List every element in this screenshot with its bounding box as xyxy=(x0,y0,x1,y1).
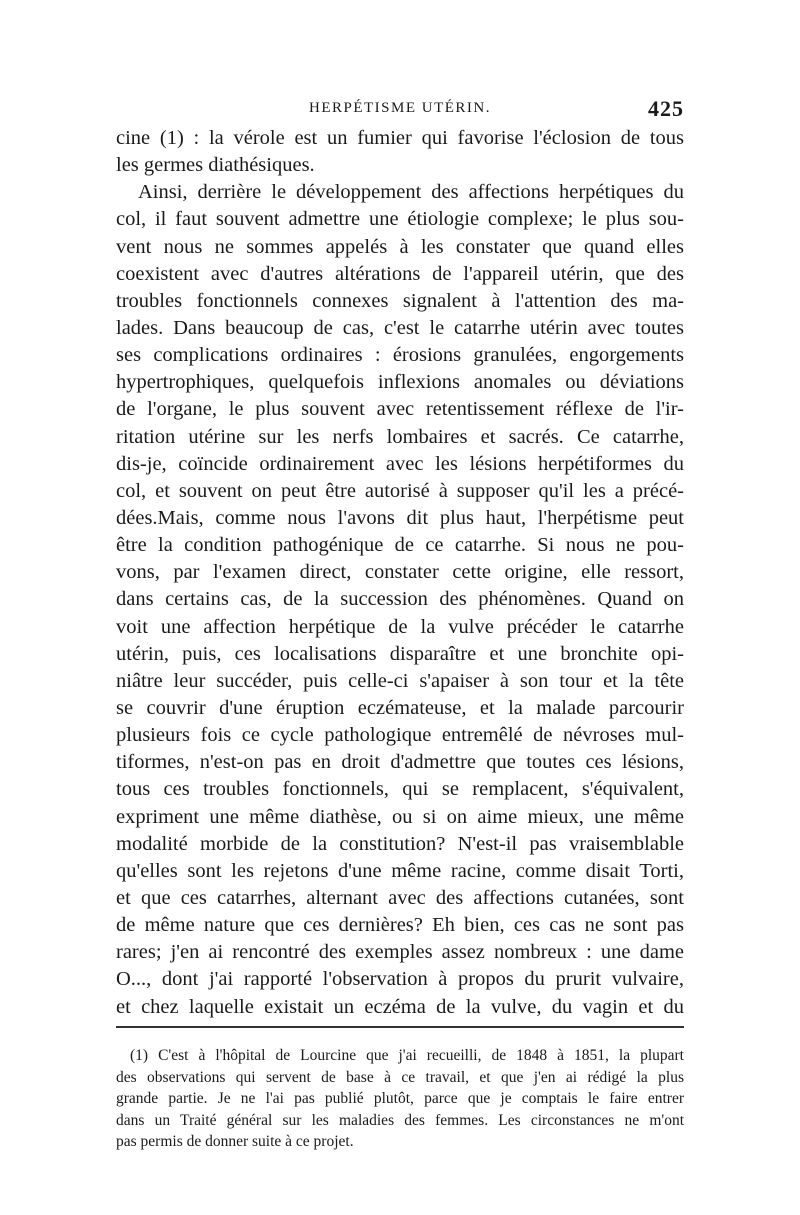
text-line: col, il faut souvent admettre une étiologie complexe; le plus sou- xyxy=(116,208,684,231)
text-line: les germes diathésiques. xyxy=(116,154,315,177)
text-line: tous ces troubles fonctionnels, qui se remplacent, s'équivalent, xyxy=(116,778,684,801)
text-line: voit une affection herpétique de la vulve précéder le catarrhe xyxy=(116,615,684,638)
text-line: troubles fonctionnels connexes signalent à l'attention des ma- xyxy=(116,289,684,312)
text-line: hypertrophiques, quelquefois inflexions anomales ou déviations xyxy=(116,371,684,394)
text-line: être la condition pathogénique de ce catarrhe. Si nous ne pou- xyxy=(116,534,684,557)
text-line: coexistent avec d'autres altérations de l'appareil utérin, que des xyxy=(116,262,684,285)
text-line: expriment une même diathèse, ou si on aime mieux, une même xyxy=(116,805,684,828)
text-line: vent nous ne sommes appelés à les constater que quand elles xyxy=(116,235,684,258)
text-line: ritation utérine sur les nerfs lombaires et sacrés. Ce catarrhe, xyxy=(116,425,684,448)
text-line: qu'elles sont les rejetons d'une même racine, comme disait Torti, xyxy=(116,859,684,882)
text-line: cine (1) : la vérole est un fumier qui favorise l'éclosion de tous xyxy=(116,127,684,149)
footnote-separator-rule xyxy=(116,1026,684,1028)
footnote-line: dans un Traité général sur les maladies des femmes. Les circonstances ne m'ont xyxy=(116,1111,684,1129)
footnote-line: pas permis de donner suite à ce projet. xyxy=(116,1133,354,1150)
text-line: dans certains cas, de la succession des phénomènes. Quand on xyxy=(116,588,684,611)
text-line: lades. Dans beaucoup de cas, c'est le catarrhe utérin avec toutes xyxy=(116,316,684,339)
text-line: et que ces catarrhes, alternant avec des affections cutanées, sont xyxy=(116,886,684,909)
page-number: 425 xyxy=(648,96,684,121)
footnote-line: grande partie. Je ne l'ai pas publié plutôt, parce que je comptais le faire entrer xyxy=(116,1090,684,1107)
footnote-line: des observations qui servent de base à ce travail, et que j'en ai rédigé la plus xyxy=(116,1068,684,1086)
text-line: dis-je, coïncide ordinairement avec les lésions herpétiformes du xyxy=(116,452,684,475)
text-line: ses complications ordinaires : érosions granulées, engorgements xyxy=(116,344,684,367)
body-text xyxy=(116,125,684,1021)
running-title: HERPÉTISME UTÉRIN. xyxy=(309,100,491,116)
text-line: modalité morbide de la constitution? N'est-il pas vraisemblable xyxy=(116,832,684,855)
text-line: Ainsi, derrière le développement des affections herpétiques du xyxy=(138,181,684,204)
text-line: et chez laquelle existait un eczéma de la vulve, du vagin et du xyxy=(116,995,684,1018)
running-head xyxy=(116,96,684,120)
text-line: se couvrir d'une éruption eczémateuse, et la malade parcourir xyxy=(116,696,684,719)
footnote-block xyxy=(116,1045,684,1153)
text-line: niâtre leur succéder, puis celle-ci s'apaiser à son tour et la tête xyxy=(116,669,684,692)
text-line: dées.Mais, comme nous l'avons dit plus haut, l'herpétisme peut xyxy=(116,506,684,529)
text-line: de l'organe, le plus souvent avec retentissement réflexe de l'ir- xyxy=(116,398,684,421)
text-line: rares; j'en ai rencontré des exemples assez nombreux : une dame xyxy=(116,941,684,964)
text-line: vons, par l'examen direct, constater cette origine, elle ressort, xyxy=(116,561,684,584)
text-line: tiformes, n'est-on pas en droit d'admettre que toutes ces lésions, xyxy=(116,751,684,774)
text-line: O..., dont j'ai rapporté l'observation à propos du prurit vulvaire, xyxy=(116,968,684,991)
text-line: col, et souvent on peut être autorisé à supposer qu'il les a précé- xyxy=(116,479,684,502)
text-line: plusieurs fois ce cycle pathologique entremêlé de névroses mul- xyxy=(116,724,684,747)
footnote-line: (1) C'est à l'hôpital de Lourcine que j'ai recueilli, de 1848 à 1851, la plupart xyxy=(130,1047,684,1064)
text-line: utérin, puis, ces localisations disparaître et une bronchite opi- xyxy=(116,642,684,665)
text-line: de même nature que ces dernières? Eh bien, ces cas ne sont pas xyxy=(116,914,684,937)
